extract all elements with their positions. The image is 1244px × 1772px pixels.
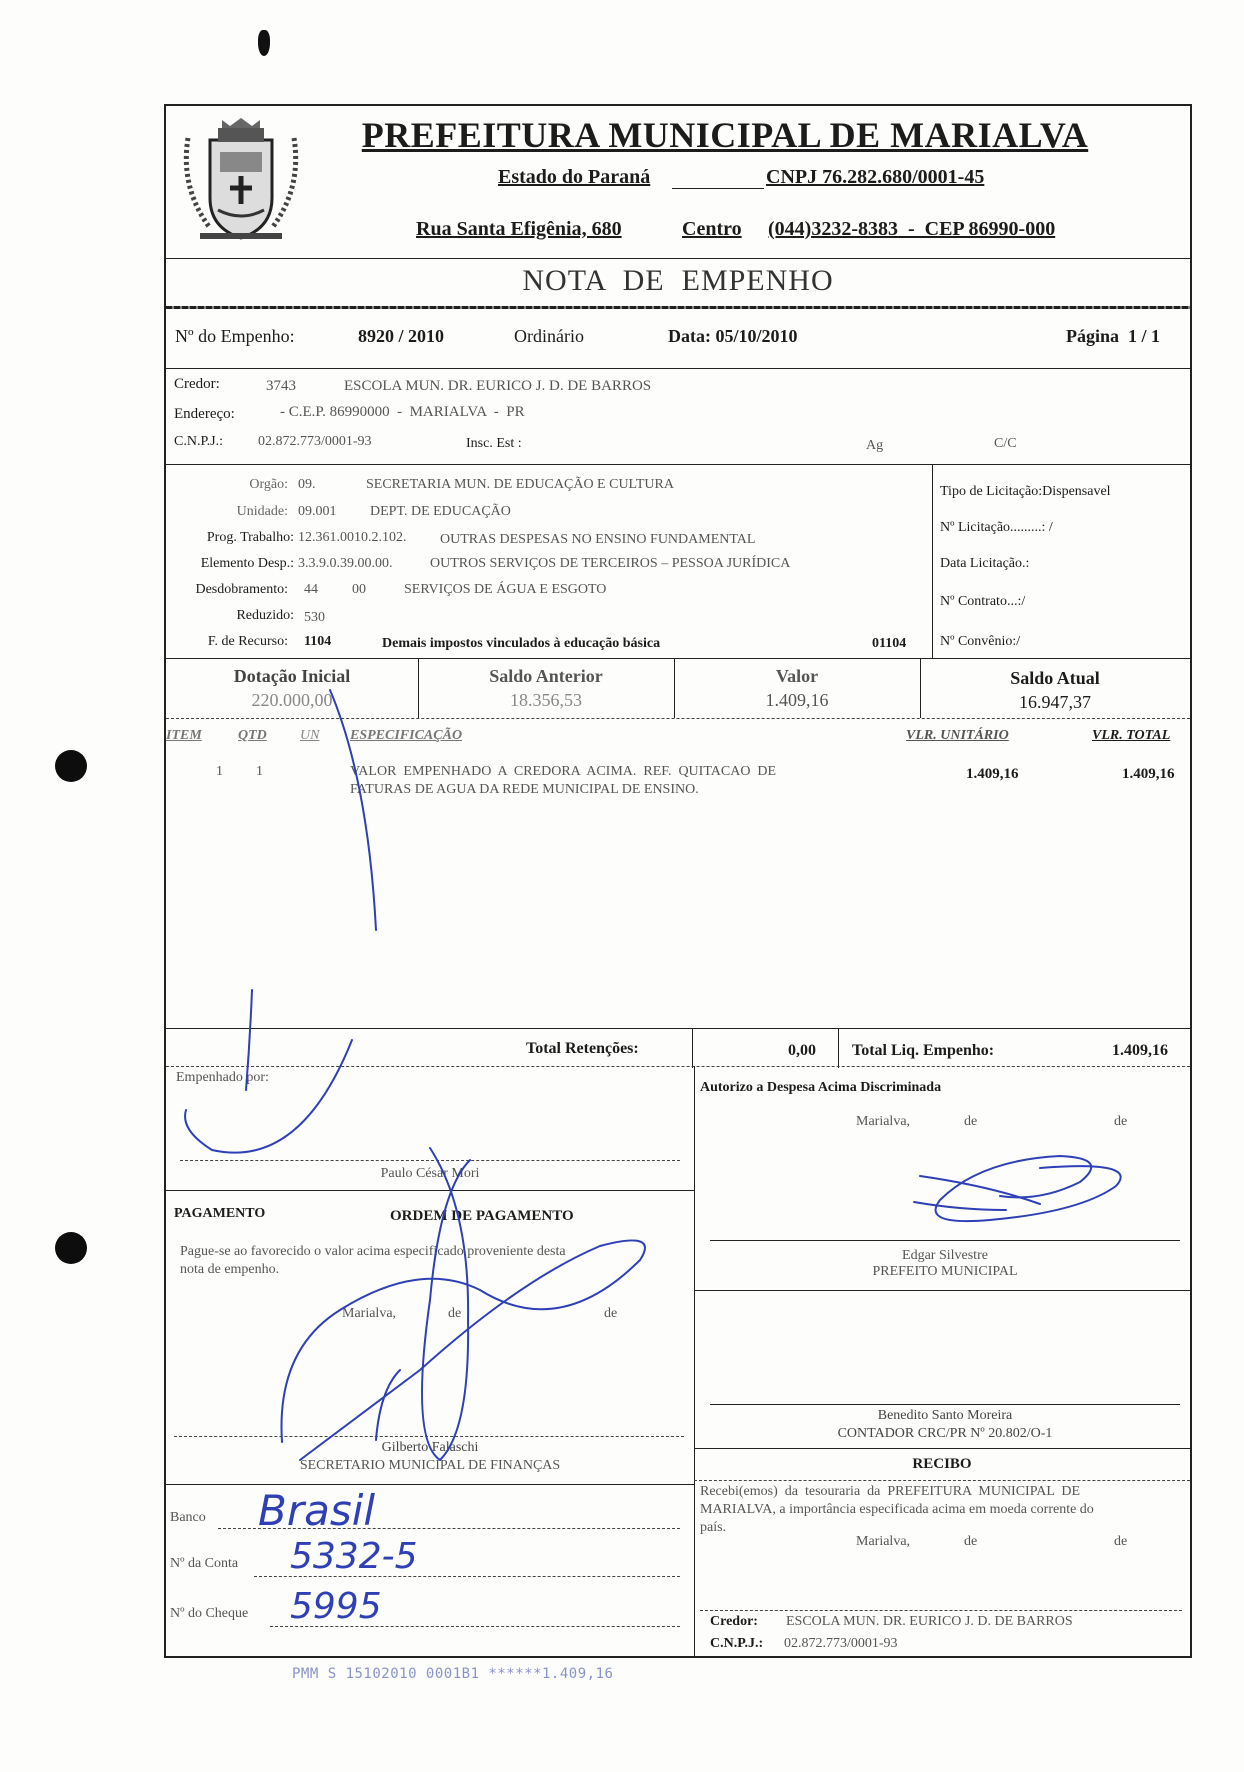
col-vlr-unitario: VLR. UNITÁRIO xyxy=(906,728,1009,743)
secretario-name: Gilberto Falaschi xyxy=(381,1440,479,1455)
saldo-atual-label: Saldo Atual xyxy=(1010,668,1100,688)
row-unit: 1.409,16 xyxy=(966,766,1019,782)
row-desc-1: VALOR EMPENHADO A CREDORA ACIMA. REF. QUITACAO DE xyxy=(350,764,777,779)
col-vlr-total: VLR. TOTAL xyxy=(1092,728,1171,743)
page-number: Página 1 / 1 xyxy=(1066,326,1161,346)
recibo-credor-value: ESCOLA MUN. DR. EURICO J. D. DE BARROS xyxy=(786,1614,1073,1629)
recibo-de-2: de xyxy=(1114,1534,1128,1549)
header-state: Estado do Paraná xyxy=(498,166,651,188)
retencoes-label: Total Retenções: xyxy=(526,1040,639,1057)
row-item: 1 xyxy=(216,764,223,779)
orgao-name: SECRETARIA MUN. DE EDUCAÇÃO E CULTURA xyxy=(366,477,674,492)
print-stamp: PMM S 15102010 0001B1 ******1.409,16 xyxy=(292,1666,614,1682)
elemento-label: Elemento Desp.: xyxy=(200,556,294,571)
conta-value[interactable]: 5332-5 xyxy=(290,1536,418,1577)
recibo-text-2: MARIALVA, a importância especificada acima em moeda corrente do xyxy=(700,1502,1094,1517)
desdobramento-name: SERVIÇOS DE ÁGUA E ESGOTO xyxy=(404,582,607,597)
contador-title: CONTADOR CRC/PR Nº 20.802/O-1 xyxy=(837,1426,1053,1441)
unidade-name: DEPT. DE EDUCAÇÃO xyxy=(370,504,511,519)
col-item: ITEM xyxy=(166,728,202,743)
credor-label: Credor: xyxy=(174,376,220,392)
licitacao-tipo: Tipo de Licitação:Dispensavel xyxy=(940,484,1111,499)
empenhado-label: Empenhado por: xyxy=(176,1070,269,1085)
dotacao-label: Dotação Inicial xyxy=(233,666,351,686)
desdobramento-label: Desdobramento: xyxy=(195,582,288,597)
ordem-de-1: de xyxy=(448,1306,462,1321)
row-qtd: 1 xyxy=(256,764,263,779)
recibo-title: RECIBO xyxy=(912,1456,972,1472)
orgao-label: Orgão: xyxy=(249,477,288,492)
ordem-de-2: de xyxy=(604,1306,618,1321)
valor-label: Valor xyxy=(775,666,819,686)
unidade-code: 09.001 xyxy=(298,504,337,519)
dotacao-value: 220.000,00 xyxy=(251,690,333,710)
row-total: 1.409,16 xyxy=(1122,766,1175,782)
credor-name: ESCOLA MUN. DR. EURICO J. D. DE BARROS xyxy=(344,378,652,394)
prog-label: Prog. Trabalho: xyxy=(206,530,294,545)
licitacao-contrato: Nº Contrato...:/ xyxy=(940,594,1026,609)
credor-cnpj-label: C.N.P.J.: xyxy=(174,434,224,449)
ordem-text-1: Pague-se ao favorecido o valor acima especificado proveniente desta xyxy=(180,1244,566,1259)
retencoes-value: 0,00 xyxy=(788,1042,816,1059)
recurso-name: Demais impostos vinculados à educação básica xyxy=(382,636,661,651)
col-especificacao: ESPECIFICAÇÃO xyxy=(350,728,463,743)
recibo-credor-label: Credor: xyxy=(710,1614,758,1629)
empenho-type: Ordinário xyxy=(514,326,584,346)
recibo-cnpj-label: C.N.P.J.: xyxy=(710,1636,764,1651)
header-cnpj: CNPJ 76.282.680/0001-45 xyxy=(766,166,985,188)
recibo-de-1: de xyxy=(964,1534,978,1549)
recibo-text-1: Recebi(emos) da tesouraria da PREFEITURA MUNICIPAL DE xyxy=(700,1484,1081,1499)
cheque-label: Nº do Cheque xyxy=(170,1606,249,1621)
ordem-text-2: nota de empenho. xyxy=(180,1262,280,1277)
empenho-value: 8920 / 2010 xyxy=(358,326,445,346)
elemento-code: 3.3.9.0.39.00.00. xyxy=(298,556,393,571)
prefeito-title: PREFEITO MUNICIPAL xyxy=(872,1264,1018,1279)
saldo-atual-value: 16.947,37 xyxy=(1019,692,1091,712)
licitacao-data: Data Licitação.: xyxy=(940,556,1030,571)
valor-value: 1.409,16 xyxy=(765,690,829,710)
cheque-value[interactable]: 5995 xyxy=(290,1586,382,1627)
cc-label: C/C xyxy=(994,436,1017,451)
header-title: PREFEITURA MUNICIPAL DE MARIALVA xyxy=(361,115,1089,155)
prog-code: 12.361.0010.2.102. xyxy=(298,530,407,545)
endereco-value: - C.E.P. 86990000 - MARIALVA - PR xyxy=(280,404,525,420)
header-address: Rua Santa Efigênia, 680 xyxy=(416,218,622,240)
conta-label: Nº da Conta xyxy=(170,1556,239,1571)
header-district: Centro xyxy=(682,218,742,240)
recurso-code: 1104 xyxy=(304,634,332,649)
elemento-name: OUTROS SERVIÇOS DE TERCEIROS – PESSOA JURÍDICA xyxy=(430,556,791,571)
secretario-title: SECRETARIO MUNICIPAL DE FINANÇAS xyxy=(299,1458,561,1473)
saldo-anterior-label: Saldo Anterior xyxy=(489,666,603,686)
orgao-code: 09. xyxy=(298,477,316,492)
recibo-cnpj-value: 02.872.773/0001-93 xyxy=(784,1636,898,1651)
row-desc-2: FATURAS DE AGUA DA REDE MUNICIPAL DE ENSINO. xyxy=(350,782,699,797)
prefeito-name: Edgar Silvestre xyxy=(902,1248,988,1263)
header-phone-cep: (044)3232-8383 - CEP 86990-000 xyxy=(768,218,1056,240)
contador-name: Benedito Santo Moreira xyxy=(877,1408,1013,1423)
reduzido-label: Reduzido: xyxy=(236,608,294,623)
col-un: UN xyxy=(300,728,320,743)
desdobramento-b: 00 xyxy=(352,582,366,597)
liq-value: 1.409,16 xyxy=(1112,1042,1168,1059)
autorizo-de-1: de xyxy=(964,1114,978,1129)
recibo-marialva: Marialva, xyxy=(856,1534,911,1549)
pagamento-label: PAGAMENTO xyxy=(174,1206,266,1221)
desdobramento-a: 44 xyxy=(304,582,318,597)
credor-code: 3743 xyxy=(266,378,296,394)
endereco-label: Endereço: xyxy=(174,406,235,422)
autorizo-marialva: Marialva, xyxy=(856,1114,911,1129)
autorizo-label: Autorizo a Despesa Acima Discriminada xyxy=(700,1080,942,1095)
empenho-label: Nº do Empenho: xyxy=(175,326,295,346)
ag-label: Ag xyxy=(866,438,884,453)
recibo-text-3: país. xyxy=(700,1520,727,1535)
col-qtd: QTD xyxy=(238,728,267,743)
credor-cnpj-value: 02.872.773/0001-93 xyxy=(258,434,372,449)
licitacao-numero: Nº Licitação.........: / xyxy=(940,520,1053,535)
ordem-label: ORDEM DE PAGAMENTO xyxy=(390,1208,574,1224)
recurso-label: F. de Recurso: xyxy=(207,634,288,649)
autorizo-de-2: de xyxy=(1114,1114,1128,1129)
liq-label: Total Liq. Empenho: xyxy=(852,1042,995,1059)
recurso-code-2: 01104 xyxy=(872,636,907,651)
unidade-label: Unidade: xyxy=(236,504,288,519)
insc-label: Insc. Est : xyxy=(466,436,522,451)
reduzido-value: 530 xyxy=(304,610,325,625)
empenho-date: Data: 05/10/2010 xyxy=(668,326,798,346)
doc-title: NOTA DE EMPENHO xyxy=(522,264,834,297)
prog-name: OUTRAS DESPESAS NO ENSINO FUNDAMENTAL xyxy=(440,532,756,547)
banco-value[interactable]: Brasil xyxy=(258,1486,376,1535)
ordem-marialva: Marialva, xyxy=(342,1306,397,1321)
saldo-anterior-value: 18.356,53 xyxy=(510,690,582,710)
empenhado-name: Paulo César Mori xyxy=(380,1166,480,1181)
banco-label: Banco xyxy=(170,1510,206,1525)
licitacao-convenio: Nº Convênio:/ xyxy=(940,634,1021,649)
